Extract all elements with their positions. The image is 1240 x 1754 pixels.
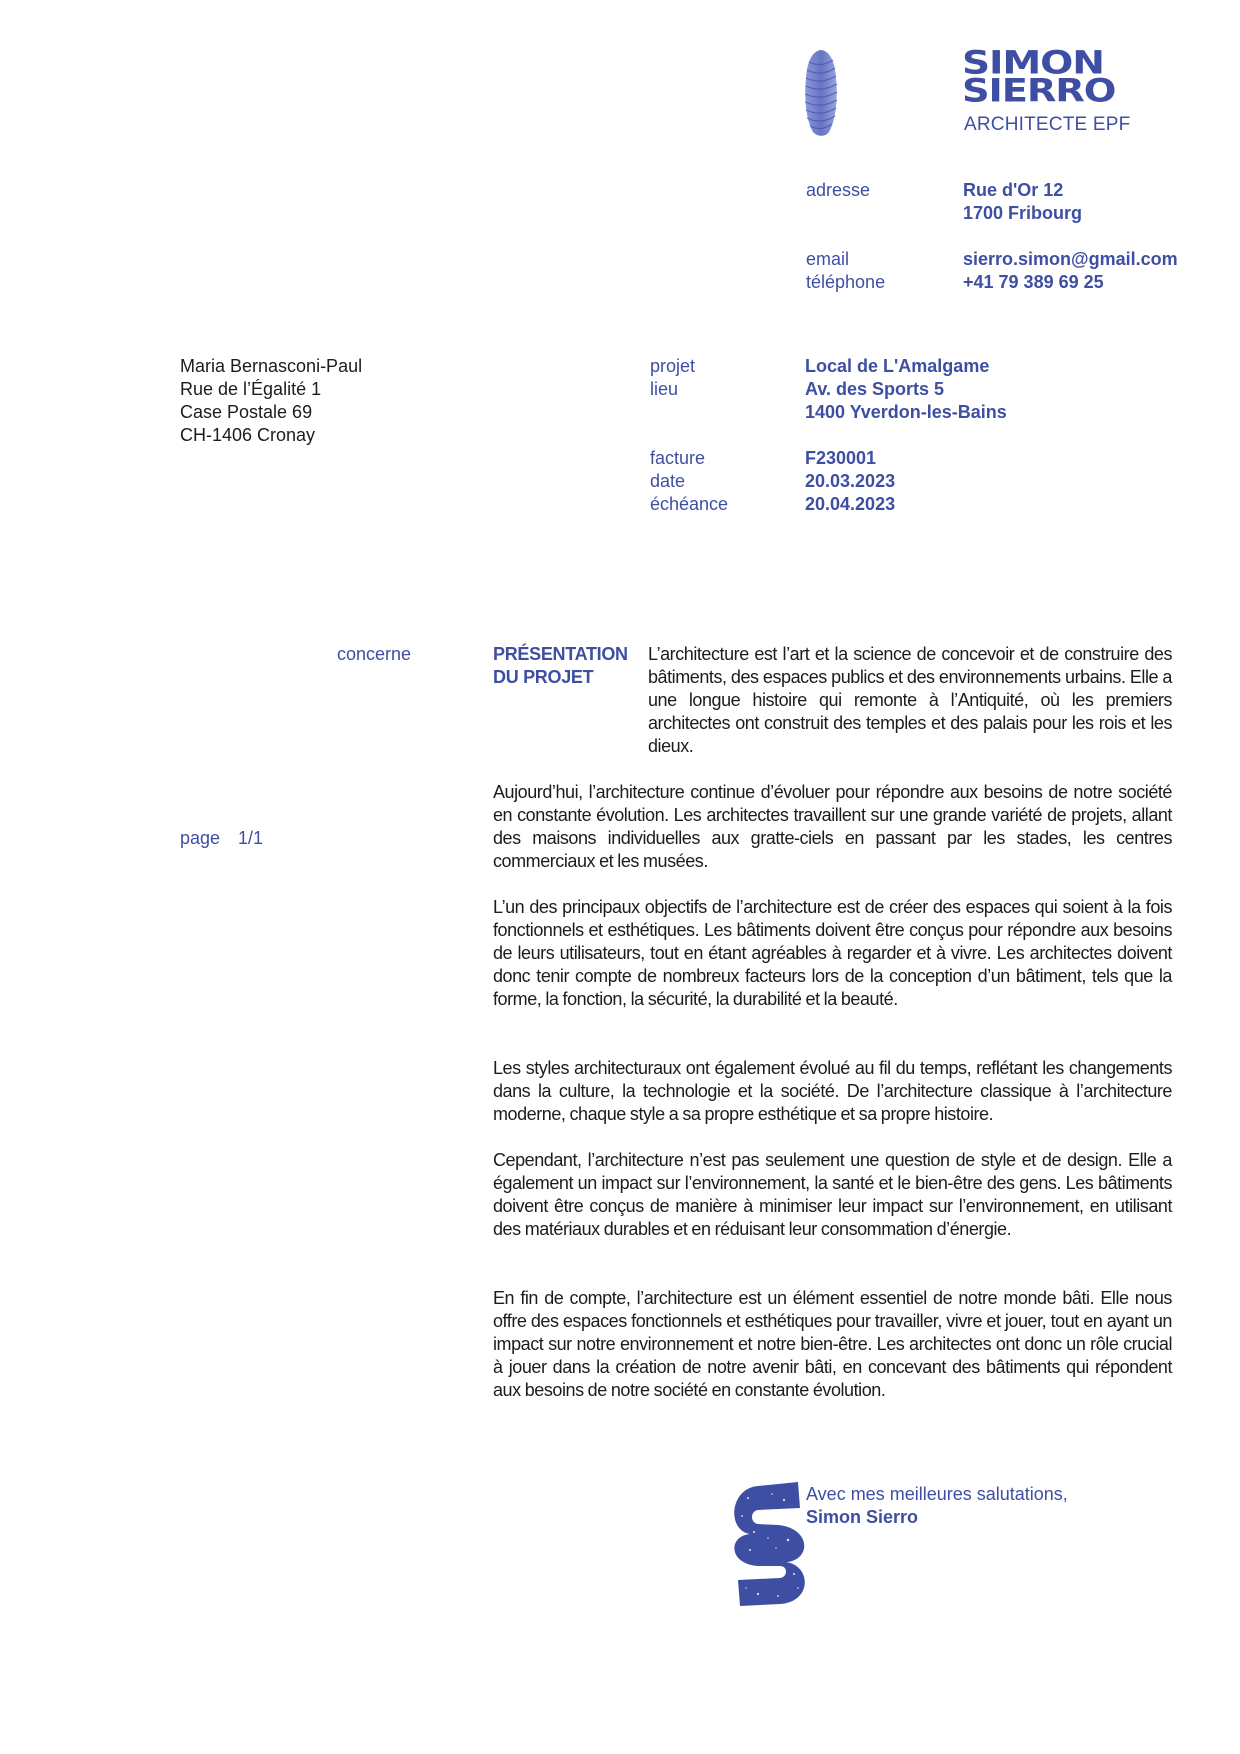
page-number: 1/1	[238, 828, 264, 848]
brand-name-line1: SIMON	[962, 44, 1104, 82]
project-name: Local de L'Amalgame	[805, 356, 990, 376]
email-link[interactable]: sierro.simon@gmail.com	[963, 249, 1178, 269]
location-line1: Av. des Sports 5	[805, 379, 945, 399]
closing-signature	[806, 1483, 1068, 1529]
recipient-address	[180, 355, 362, 447]
phone-label: téléphone	[806, 272, 886, 292]
recipient-line: Rue de l’Égalité 1	[180, 379, 322, 399]
body-paragraph: Cependant, l’architecture n’est pas seulement une question de style et de design. Elle a également un impact sur l’environnement, la santé et le bien-être des gens. Les bâtiments doivent être conçus de manière à minimiser leur impact sur l’environnement, en utilisant des matériaux durables et en réduisant leur consommation d’énergie.	[493, 1150, 1172, 1239]
invoice-label: facture	[650, 448, 706, 468]
project-values	[805, 355, 1007, 516]
subject-heading	[493, 643, 628, 689]
recipient-line: Maria Bernasconi-Paul	[180, 356, 363, 376]
recipient-line: Case Postale 69	[180, 402, 313, 422]
phone-number[interactable]: +41 79 389 69 25	[963, 272, 1104, 292]
brand-subtitle: ARCHITECTE EPF	[964, 114, 1131, 135]
page-label: page	[180, 828, 221, 848]
recipient-line: CH-1406 Cronay	[180, 425, 316, 445]
invoice-number: F230001	[805, 448, 877, 468]
brand-wordmark	[962, 44, 1120, 110]
body-paragraph: Les styles architecturaux ont également évolué au fil du temps, reflétant les changements dans la culture, la technologie et la société. De l’architecture classique à l’architecture moderne, chaque style a sa propre esthétique et sa propre histoire.	[493, 1058, 1172, 1124]
project-label: projet	[650, 356, 696, 376]
pinecone-icon	[800, 48, 842, 138]
page-indicator	[180, 827, 263, 850]
s-monogram-icon	[728, 1478, 814, 1608]
body-paragraph: L’architecture est l’art et la science de concevoir et de construire des bâtiments, des espaces publics et des environnements urbains. Elle a une longue histoire qui remonte à l’Antiquité, où les premiers architectes ont construit des temples et des palais pour les rois et les dieux.	[648, 644, 1172, 756]
address-line2: 1700 Fribourg	[963, 203, 1083, 223]
date-label: date	[650, 471, 686, 491]
email-label: email	[806, 249, 850, 269]
due-date-label: échéance	[650, 494, 729, 514]
body-paragraph: L’un des principaux objectifs de l’architecture est de créer des espaces qui soient à la fois fonctionnels et esthétiques. Les bâtiments doivent être conçus pour répondre aux besoins de leurs utilisateurs, tout en étant agréables à regarder et à vivre. Les architectes doivent donc tenir compte de nombreux facteurs lors de la conception d’un bâtiment, tels que la forme, la fonction, la sécurité, la durabilité et la beauté.	[493, 897, 1172, 1009]
address-label: adresse	[806, 180, 871, 200]
invoice-date: 20.03.2023	[805, 471, 896, 491]
project-labels	[650, 355, 728, 516]
subject-label: concerne	[337, 644, 412, 664]
due-date: 20.04.2023	[805, 494, 896, 514]
body-paragraph: En fin de compte, l’architecture est un élément essentiel de notre monde bâti. Elle nous offre des espaces fonctionnels et esthétiques pour travailler, vivre et jouer, tout en ayant un impact sur notre environnement et notre bien-être. Les architectes ont donc un rôle crucial à jouer dans la création de notre avenir bâti, en concevant des bâtiments qui répondent aux besoins de notre société en constante évolution.	[493, 1288, 1172, 1400]
subject-heading-line2: DU PROJET	[493, 667, 594, 687]
contact-values	[963, 179, 1178, 294]
subject-heading-line1: PRÉSENTATION	[493, 644, 628, 664]
address-line1: Rue d'Or 12	[963, 180, 1064, 200]
contact-labels	[806, 179, 885, 294]
location-label: lieu	[650, 379, 679, 399]
location-line2: 1400 Yverdon-les-Bains	[805, 402, 1007, 422]
body-paragraph: Aujourd’hui, l’architecture continue d’évoluer pour répondre aux besoins de notre société en constante évolution. Les architectes travaillent sur une grande variété de projets, allant des maisons individuelles aux gratte-ciels en passant par les stades, les centres commerciaux et les musées.	[493, 782, 1172, 871]
brand-name-line2: SIERRO	[962, 72, 1116, 110]
salutation: Avec mes meilleures salutations,	[806, 1484, 1068, 1504]
signatory-name: Simon Sierro	[806, 1507, 919, 1527]
